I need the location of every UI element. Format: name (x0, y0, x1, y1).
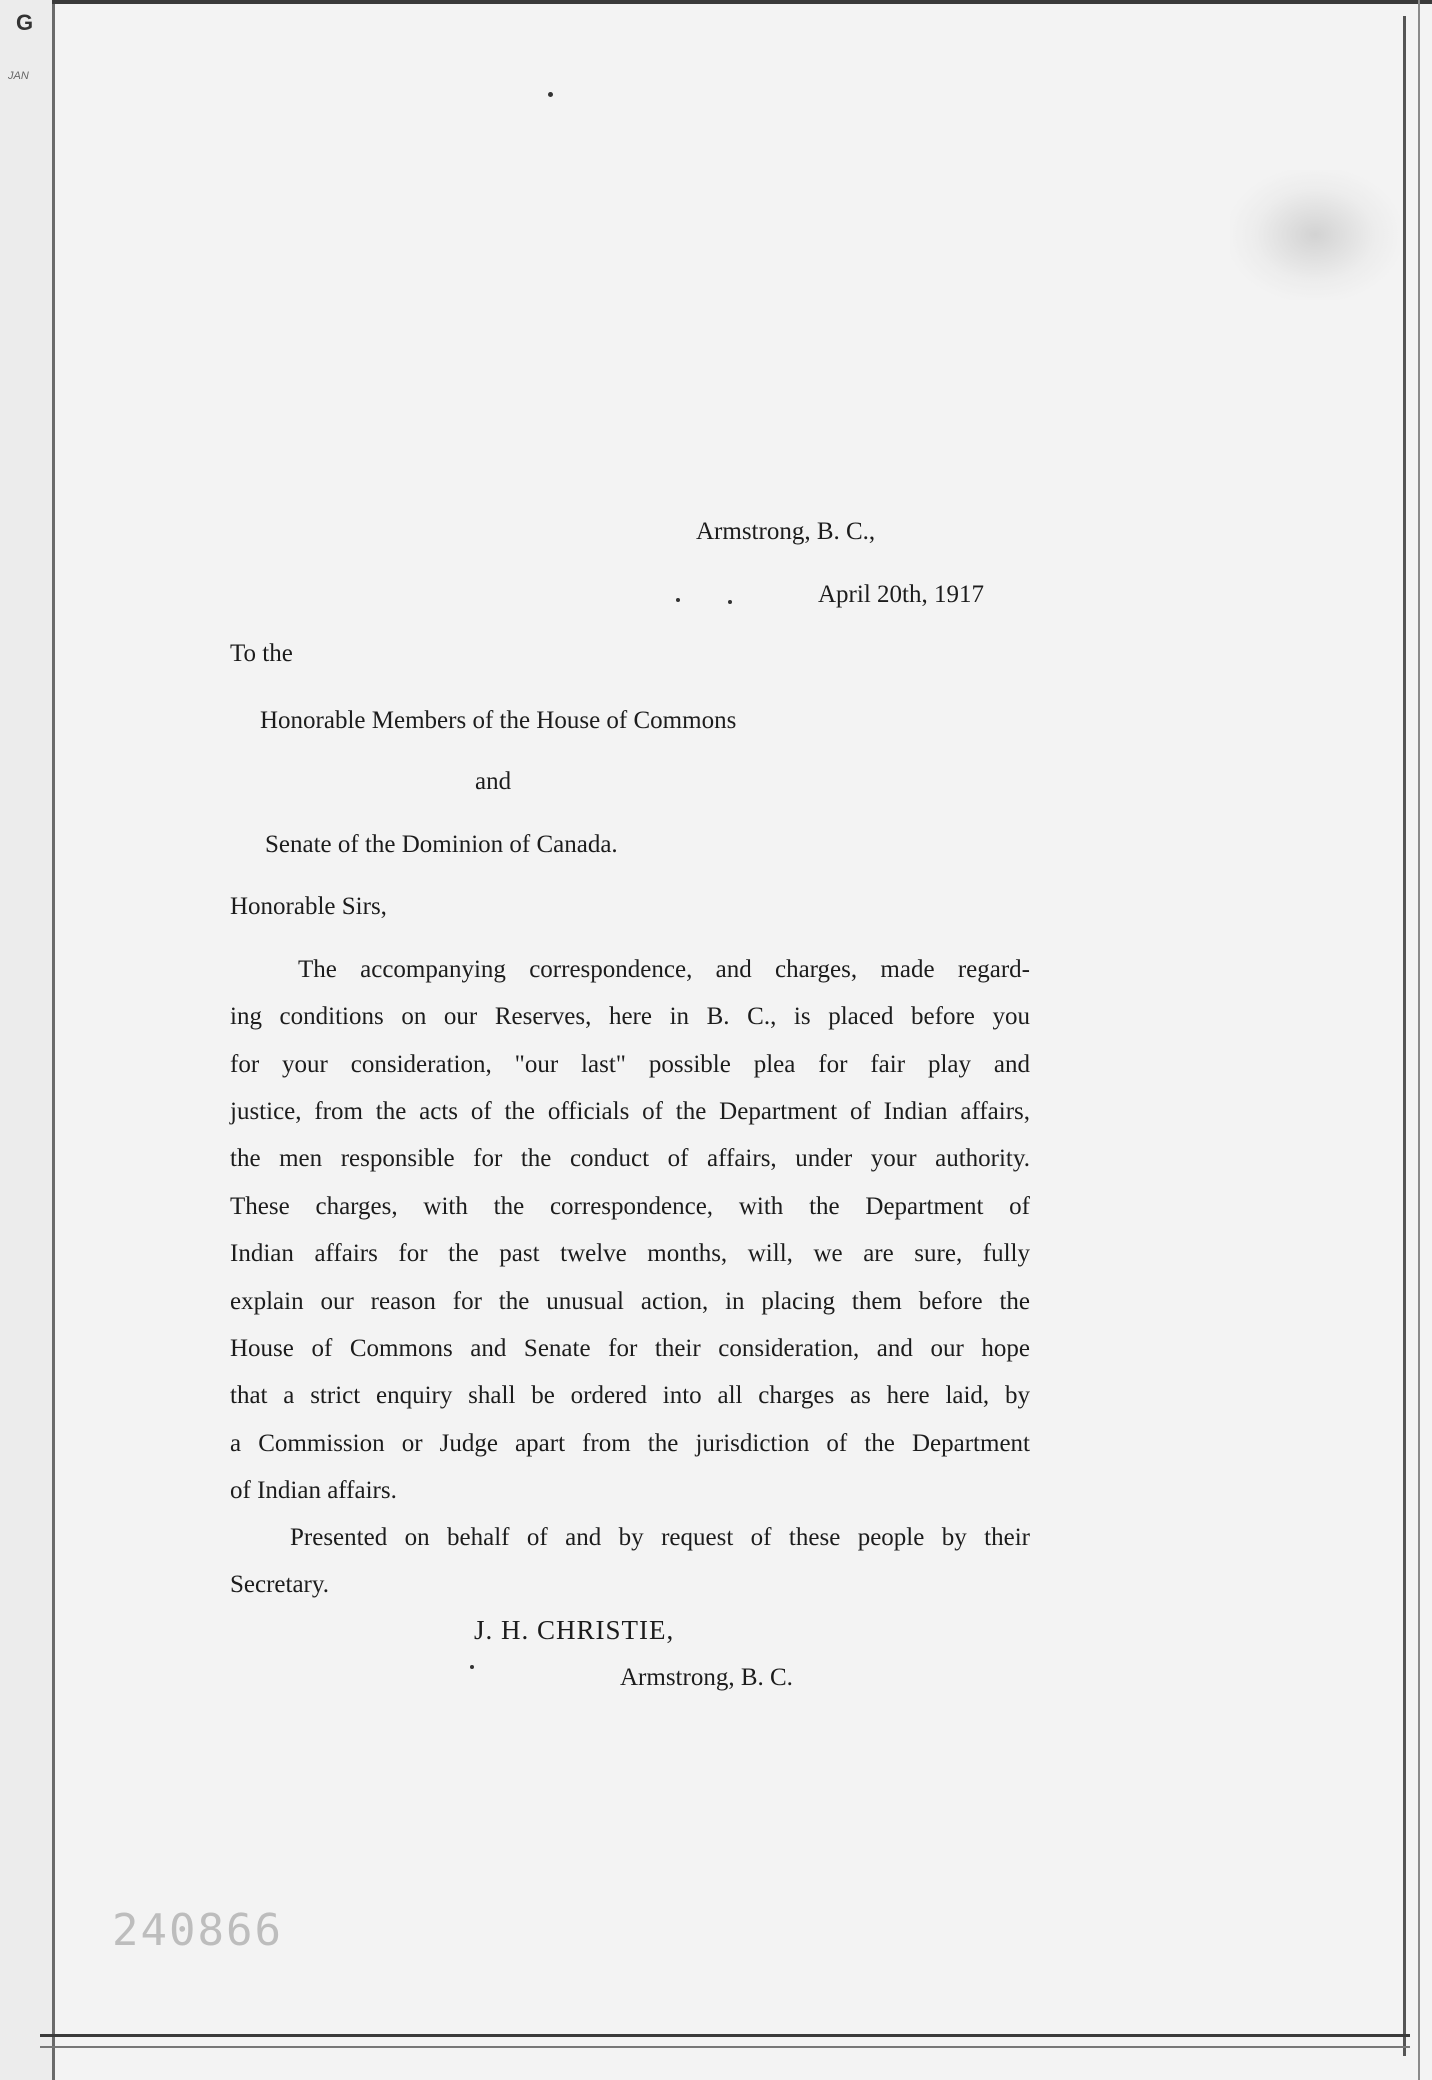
body-last-line: of Indian affairs. (230, 1477, 397, 1504)
archive-stamp-number: 240866 (112, 1905, 283, 1956)
body-line: a Commission or Judge apart from the jurisdiction of the Department (230, 1430, 1030, 1457)
body-line: Indian affairs for the past twelve months, will, we are sure, fully (230, 1240, 1030, 1267)
letter-date: April 20th, 1917 (818, 581, 984, 608)
page-margin-strip (0, 0, 55, 2080)
recipient-commons: Honorable Members of the House of Commons (260, 707, 737, 734)
speck (470, 1665, 474, 1669)
top-border (52, 0, 1432, 4)
salutation: Honorable Sirs, (230, 893, 387, 920)
margin-tab-letter: G (16, 10, 34, 35)
right-page-edge (1403, 16, 1406, 2056)
closing-line: Presented on behalf of and by request of these people by their (290, 1524, 1030, 1551)
body-line: justice, from the acts of the officials of the Department of Indian affairs, (230, 1098, 1030, 1125)
margin-tab-note: JAN (8, 70, 29, 82)
bottom-border (40, 2034, 1410, 2037)
body-line: House of Commons and Senate for their consideration, and our hope (230, 1335, 1030, 1362)
address-to: To the (230, 640, 293, 667)
speck (728, 600, 732, 604)
letter-place: Armstrong, B. C., (696, 518, 876, 545)
right-outer-edge (1418, 0, 1420, 2080)
body-line: The accompanying correspondence, and charges, made regard- (298, 956, 1030, 983)
ink-smudge (1230, 170, 1400, 300)
body-line: ing conditions on our Reserves, here in B. C., is placed before you (230, 1003, 1030, 1030)
signature-name: J. H. CHRISTIE, (474, 1615, 675, 1645)
closing-secretary: Secretary. (230, 1571, 330, 1598)
body-line: explain our reason for the unusual action, in placing them before the (230, 1288, 1030, 1315)
signature-place: Armstrong, B. C. (620, 1664, 793, 1691)
speck (548, 92, 553, 97)
speck (676, 598, 680, 602)
bottom-border-secondary (40, 2046, 1410, 2048)
body-line: the men responsible for the conduct of affairs, under your authority. (230, 1145, 1030, 1172)
body-line: for your consideration, "our last" possible plea for fair play and (230, 1051, 1030, 1078)
body-line: that a strict enquiry shall be ordered into all charges as here laid, by (230, 1382, 1030, 1409)
recipient-and: and (475, 768, 512, 795)
recipient-senate: Senate of the Dominion of Canada. (265, 831, 618, 858)
body-line: These charges, with the correspondence, with the Department of (230, 1193, 1030, 1220)
